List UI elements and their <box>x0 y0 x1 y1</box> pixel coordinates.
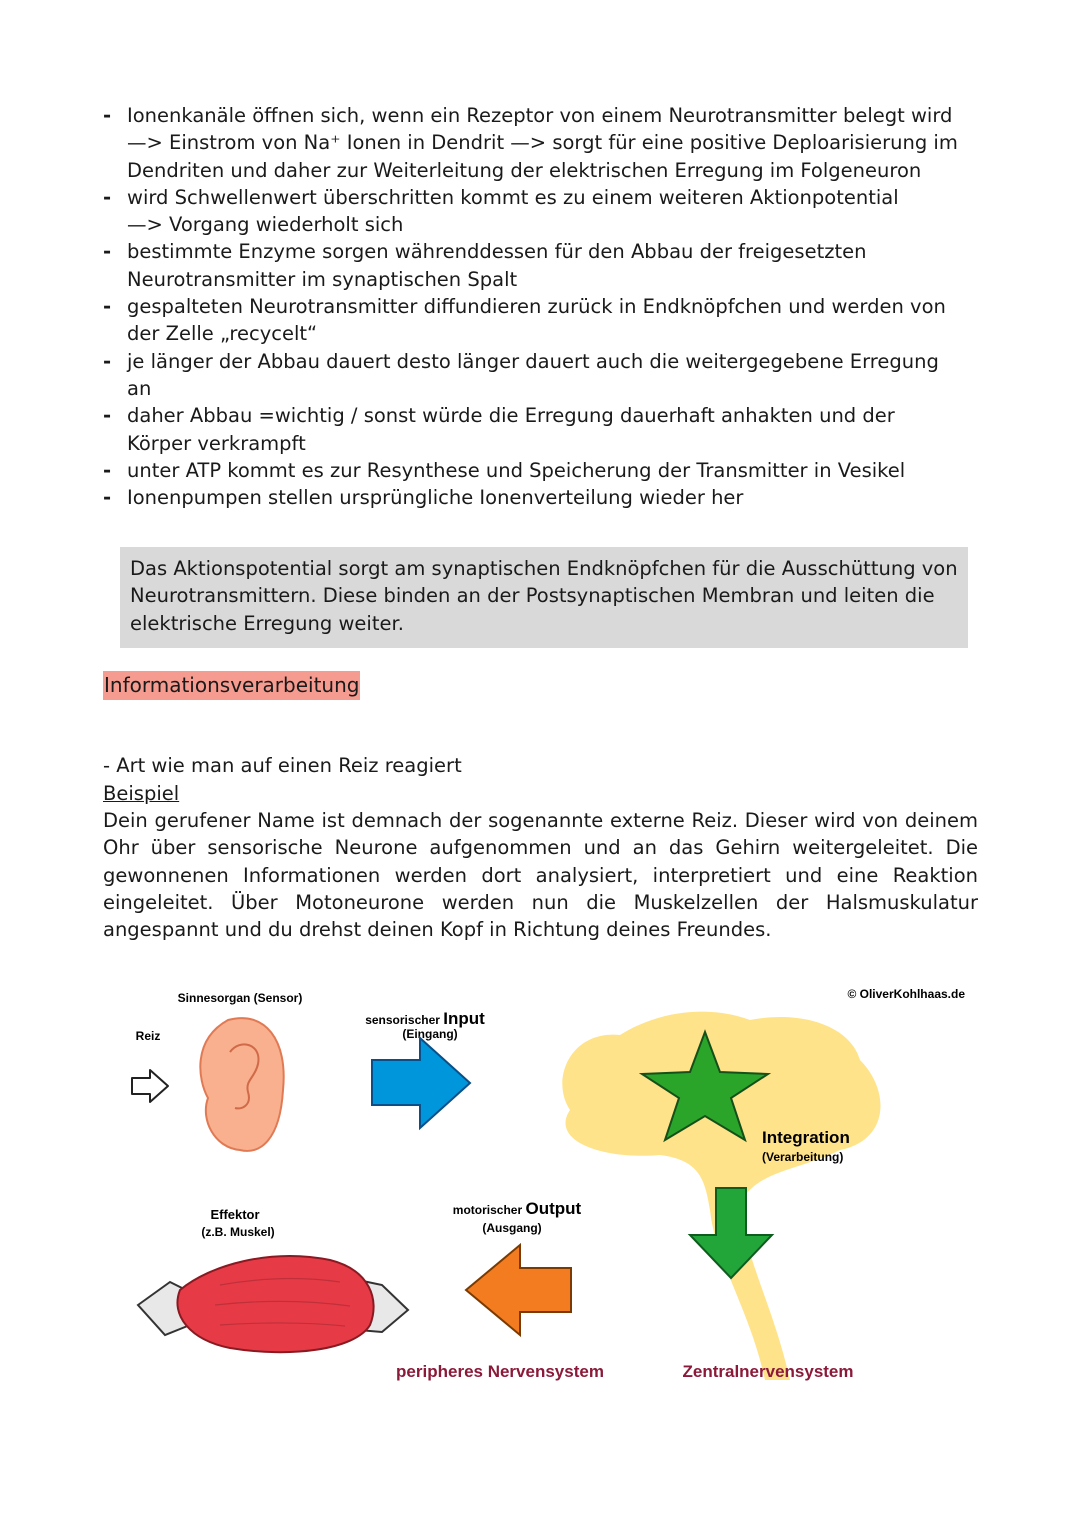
bullet-line: Dendriten und daher zur Weiterleitung der elektrischen Erregung im Folgeneuron <box>127 158 922 182</box>
muscle-icon <box>138 1256 408 1352</box>
bullet-item <box>103 184 973 239</box>
stimulus-label: Reiz <box>135 1029 161 1043</box>
bullet-line: - daher Abbau =wichtig / sonst würde die Erregung dauerhaft anhakten und der <box>127 404 895 428</box>
bullet-item <box>103 102 973 184</box>
pns-label: peripheres Nervensystem <box>396 1362 604 1381</box>
input-arrow-icon <box>372 1038 470 1128</box>
example-label: Beispiel <box>103 782 180 805</box>
bullet-item <box>103 402 973 457</box>
section-heading: Informationsverarbeitung <box>103 671 360 700</box>
integration-sublabel: (Verarbeitung) <box>762 1150 844 1164</box>
output-arrow-icon <box>466 1245 571 1335</box>
summary-line: Neurotransmittern. Diese binden an der Postsynaptischen Membran und leiten die <box>130 584 935 608</box>
summary-box <box>120 547 968 648</box>
bullet-line: Neurotransmitter im synaptischen Spalt <box>127 267 518 291</box>
bullet-line: - wird Schwellenwert überschritten kommt es zu einem weiteren Aktionpotential <box>127 185 899 209</box>
summary-line: elektrische Erregung weiter. <box>130 611 404 635</box>
bullet-line: - bestimmte Enzyme sorgen währenddessen für den Abbau der freigesetzten <box>127 240 867 264</box>
bullet-list <box>103 102 973 511</box>
stimulus-arrow-icon <box>132 1070 168 1102</box>
effector-sublabel: (z.B. Muskel) <box>201 1225 275 1239</box>
ear-icon <box>200 1018 283 1151</box>
bullet-line: - Ionenkanäle öffnen sich, wenn ein Rezeptor von einem Neurotransmitter belegt wird <box>127 104 953 127</box>
bullet-line: - je länger der Abbau dauert desto länger dauert auch die weitergegebene Erregung <box>127 349 939 373</box>
integration-label: Integration <box>762 1128 850 1147</box>
example-paragraph: Dein gerufener Name ist demnach der sogenannte externe Reiz. Dieser wird von deinem Ohr über sensorische Neurone aufgenommen und an das Gehirn weitergeleitet. Die gewonnenen Informationen werden dort analysiert, interpretiert und eine Reaktion eingeleitet. Über Motoneurone werden nun die Muskelzellen der Halsmuskulatur angespannt und du drehst deinen Kopf in Richtung deines Freundes. <box>103 809 978 942</box>
output-label: motorischer Output <box>452 1199 582 1218</box>
cns-label: Zentralnervensystem <box>682 1362 854 1381</box>
bullet-item <box>103 457 973 484</box>
copyright-text: © OliverKohlhaas.de <box>847 987 965 1001</box>
bullet-item <box>103 348 973 403</box>
nervous-system-diagram <box>100 980 980 1390</box>
bullet-line: - unter ATP kommt es zur Resynthese und Speicherung der Transmitter in Vesikel <box>127 458 906 482</box>
down-arrow-icon <box>690 1188 772 1278</box>
input-label: sensorischer Input <box>365 1009 485 1028</box>
bullet-item <box>103 293 973 348</box>
bullet-line: - gespalteten Neurotransmitter diffundieren zurück in Endknöpfchen und werden von <box>127 295 946 319</box>
sensor-label: Sinnesorgan (Sensor) <box>177 991 303 1005</box>
effector-label: Effektor <box>210 1207 260 1222</box>
bullet-line: Körper verkrampft <box>127 431 306 455</box>
intro-line: - Art wie man auf einen Reiz reagiert <box>103 754 462 777</box>
bullet-line: - Ionenpumpen stellen ursprüngliche Ionenverteilung wieder her <box>127 486 744 510</box>
bullet-line: an <box>127 376 152 400</box>
summary-line: Das Aktionspotential sorgt am synaptischen Endknöpfchen für die Ausschüttung von <box>130 557 958 580</box>
bullet-line: —> Vorgang wiederholt sich <box>127 213 404 237</box>
input-sublabel: (Eingang) <box>402 1027 458 1041</box>
bullet-line: —> Einstrom von Na⁺ Ionen in Dendrit —> sorgt für eine positive Deploarisierung im <box>127 131 958 155</box>
output-sublabel: (Ausgang) <box>482 1221 542 1235</box>
bullet-item <box>103 238 973 293</box>
bullet-item <box>103 484 973 511</box>
bullet-line: der Zelle „recycelt“ <box>127 322 318 346</box>
